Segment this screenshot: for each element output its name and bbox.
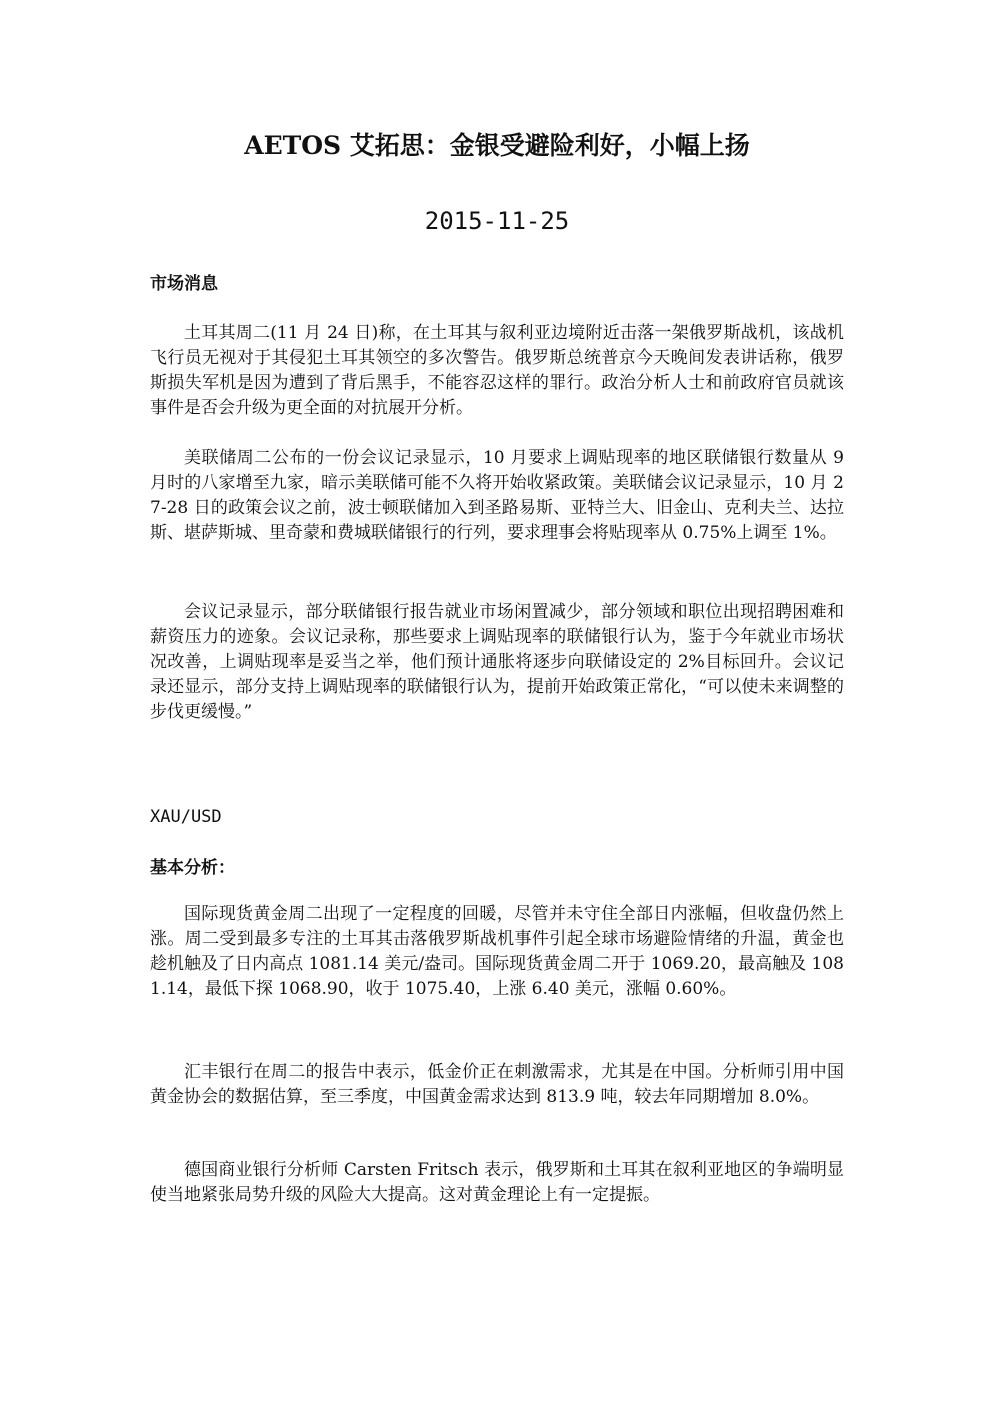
instrument-symbol: XAU/USD bbox=[150, 807, 222, 827]
document-title: AETOS 艾拓思：金银受避险利好，小幅上扬 bbox=[244, 131, 750, 160]
paragraph: 德国商业银行分析师 Carsten Fritsch 表示，俄罗斯和土耳其在叙利亚地区的争端明显使当地紧张局势升级的风险大大提高。这对黄金理论上有一定提振。 bbox=[150, 1160, 844, 1205]
paragraph: 汇丰银行在周二的报告中表示，低金价正在刺激需求，尤其是在中国。分析师引用中国黄金协会的数据估算，至三季度，中国黄金需求达到 813.9 吨，较去年同期增加 8.0%。 bbox=[150, 1062, 844, 1107]
section-heading-fundamental-analysis: 基本分析： bbox=[150, 858, 235, 878]
paragraph: 国际现货黄金周二出现了一定程度的回暖，尽管并未守住全部日内涨幅，但收盘仍然上涨。周二受到最多专注的土耳其击落俄罗斯战机事件引起全球市场避险情绪的升温，黄金也趁机触及了日内高点 1081.14 美元/盎司。国际现货黄金周二开于 1069.20，最高触及 1081.14，最低下探 1068.90，收于 1075.40，上涨 6.40 美元，涨幅 0.60%。 bbox=[150, 904, 844, 999]
paragraph: 土耳其周二(11 月 24 日)称，在土耳其与叙利亚边境附近击落一架俄罗斯战机，该战机飞行员无视对于其侵犯土耳其领空的多次警告。俄罗斯总统普京今天晚间发表讲话称，俄罗斯损失军机是因为遭到了背后黑手，不能容忍这样的罪行。政治分析人士和前政府官员就该事件是否会升级为更全面的对抗展开分析。 bbox=[150, 323, 844, 418]
paragraph: 美联储周二公布的一份会议记录显示，10 月要求上调贴现率的地区联储银行数量从 9 月时的八家增至九家，暗示美联储可能不久将开始收紧政策。美联储会议记录显示，10 月 27-28 日的政策会议之前，波士顿联储加入到圣路易斯、亚特兰大、旧金山、克利夫兰、达拉斯、堪萨斯城、里奇蒙和费城联储银行的行列，要求理事会将贴现率从 0.75%上调至 1%。 bbox=[150, 448, 844, 543]
section-heading-market-news: 市场消息 bbox=[150, 274, 218, 294]
document-date: 2015-11-25 bbox=[424, 207, 570, 235]
paragraph: 会议记录显示，部分联储银行报告就业市场闲置减少，部分领域和职位出现招聘困难和薪资压力的迹象。会议记录称，那些要求上调贴现率的联储银行认为，鉴于今年就业市场状况改善，上调贴现率是妥当之举，他们预计通胀将逐步向联储设定的 2%目标回升。会议记录还显示，部分支持上调贴现率的联储银行认为，提前开始政策正常化，“可以使未来调整的步伐更缓慢。” bbox=[150, 602, 844, 722]
